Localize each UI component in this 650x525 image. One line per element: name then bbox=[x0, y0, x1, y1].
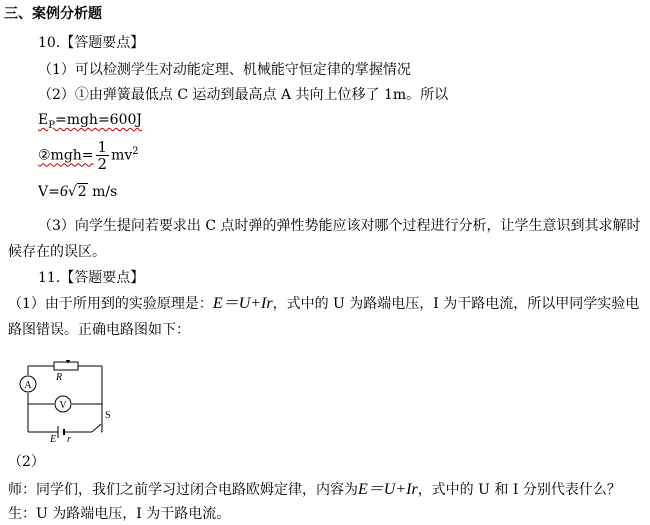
q10-velocity-equation: V=6√2 m/s bbox=[38, 183, 118, 200]
q10-point-1: （1）可以检测学生对动能定理、机械能守恒定律的掌握情况 bbox=[38, 62, 411, 78]
formula: E＝U+Ir bbox=[212, 295, 273, 312]
q11-heading: 11.【答题要点】 bbox=[38, 270, 145, 286]
source-r-label: r bbox=[67, 434, 71, 442]
student-line: 生：U 为路端电压，I 为干路电流。 bbox=[8, 506, 231, 522]
section-title: 三、案例分析题 bbox=[4, 6, 102, 22]
voltmeter-label: V bbox=[59, 400, 67, 411]
q11-point-1-line1: （1）由于所用到的实验原理是：E＝U+Ir，式中的 U 为路端电压，I 为干路电流，所以甲同学实验电 bbox=[8, 295, 640, 312]
ep-wavy-text: $E_P=mgh=600J$ bbox=[38, 112, 143, 131]
circuit-diagram bbox=[14, 360, 114, 442]
q10-point-2: （2）①由弹簧最低点 C 运动到最高点 A 共向上位移了 1m。所以 bbox=[38, 87, 449, 103]
resistor-label: R bbox=[56, 372, 63, 383]
teacher-formula: E＝U+Ir bbox=[358, 481, 418, 498]
q10-heading: 10.【答题要点】 bbox=[38, 35, 145, 51]
source-e-label: E bbox=[50, 434, 57, 442]
q10-point-3-line2: 候存在的误区。 bbox=[8, 244, 106, 260]
fraction-half: $\frac{1}{2}$ bbox=[97, 138, 108, 174]
sqrt-icon: √ bbox=[67, 184, 77, 200]
q11-point-1-line2: 路图错误。正确电路图如下： bbox=[8, 322, 190, 338]
q10-point-3-line1: （3）向学生提问若要求出 C 点时弹的弹性势能应该对哪个过程进行分析，让学生意识到其求解时 bbox=[38, 218, 641, 234]
switch-label: S bbox=[105, 410, 111, 421]
q10-energy-equation: ②mgh= $\frac{1}{2}$ $mv^2$ bbox=[38, 138, 139, 174]
teacher-line: 师：同学们，我们之前学习过闭合电路欧姆定律，内容为E＝U+Ir，式中的 U 和 I 分别代表什么？ bbox=[8, 481, 621, 498]
rheostat-icon bbox=[54, 362, 78, 370]
q11-point-2: （2） bbox=[8, 454, 45, 470]
ammeter-label: A bbox=[24, 380, 32, 391]
